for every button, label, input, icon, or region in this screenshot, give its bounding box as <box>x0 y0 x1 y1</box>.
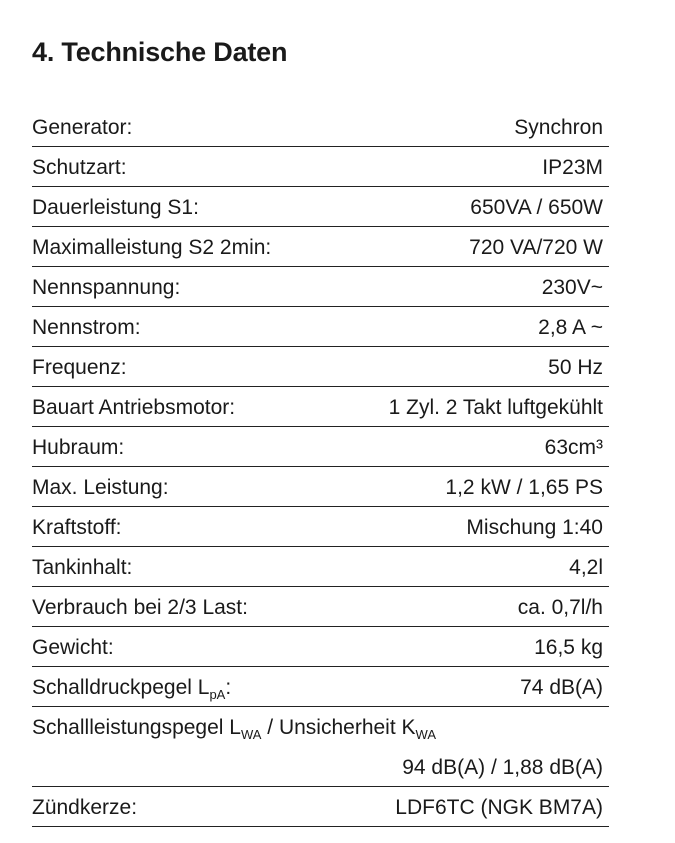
spec-value: 1 Zyl. 2 Takt luftgekühlt <box>388 395 603 419</box>
spec-row-frequency <box>32 347 609 387</box>
spec-value: Mischung 1:40 <box>466 515 603 539</box>
spec-value: 720 VA/720 W <box>469 235 603 259</box>
label-text: Schallleistungspegel L <box>32 716 241 739</box>
label-text: : <box>225 675 232 699</box>
spec-value: 1,2 kW / 1,65 PS <box>445 475 603 499</box>
spec-value: ca. 0,7l/h <box>517 595 603 619</box>
spec-value: 650VA / 650W <box>470 195 603 219</box>
spec-label <box>32 716 436 740</box>
spec-row-protection-class <box>32 147 609 187</box>
spec-label: Verbrauch bei 2/3 Last: <box>32 595 248 619</box>
spec-label: Frequenz: <box>32 355 127 379</box>
spec-value: 94 dB(A) / 1,88 dB(A) <box>402 755 603 779</box>
section-title: 4. Technische Daten <box>32 37 288 67</box>
label-subscript: WA <box>415 727 436 742</box>
spec-label: Max. Leistung: <box>32 475 169 499</box>
spec-row-consumption <box>32 587 609 627</box>
spec-label: Generator: <box>32 115 133 139</box>
spec-row-sound-power-label <box>32 707 609 747</box>
spec-row-sound-pressure <box>32 667 609 707</box>
spec-row-rated-current <box>32 307 609 347</box>
spec-value: Synchron <box>514 115 603 139</box>
spec-value: 16,5 kg <box>534 635 603 659</box>
label-text: Schalldruckpegel L <box>32 675 210 699</box>
technical-data-table <box>32 107 609 827</box>
spec-value: 2,8 A ~ <box>538 315 603 339</box>
spec-row-tank-capacity <box>32 547 609 587</box>
spec-value: 63cm³ <box>544 435 603 459</box>
spec-row-fuel <box>32 507 609 547</box>
spec-label: Bauart Antriebsmotor: <box>32 395 236 419</box>
spec-value: LDF6TC (NGK BM7A) <box>395 795 603 819</box>
spec-label: Hubraum: <box>32 435 125 459</box>
spec-row-sound-power-value <box>32 747 609 787</box>
label-subscript: WA <box>240 727 262 742</box>
spec-row-max-output <box>32 467 609 507</box>
spec-row-weight <box>32 627 609 667</box>
spec-label: Nennspannung: <box>32 275 181 299</box>
spec-value: 50 Hz <box>548 355 603 379</box>
spec-value: IP23M <box>542 155 603 179</box>
spec-label <box>32 676 231 700</box>
spec-value: 4,2l <box>569 555 603 579</box>
spec-row-generator <box>32 107 609 147</box>
spec-row-engine-type <box>32 387 609 427</box>
spec-row-spark-plug <box>32 787 609 827</box>
label-text: / Unsicherheit K <box>261 716 416 739</box>
spec-label: Zündkerze: <box>32 795 138 819</box>
spec-row-max-power-s2 <box>32 227 609 267</box>
spec-value: 74 dB(A) <box>520 675 603 699</box>
spec-row-rated-voltage <box>32 267 609 307</box>
spec-value: 230V~ <box>541 275 603 299</box>
spec-label: Kraftstoff: <box>32 515 122 539</box>
spec-label: Tankinhalt: <box>32 555 133 579</box>
spec-label: Schutzart: <box>32 155 127 179</box>
spec-label: Maximalleistung S2 2min: <box>32 235 272 259</box>
spec-label: Dauerleistung S1: <box>32 195 199 219</box>
label-subscript: pA <box>209 686 226 702</box>
spec-row-continuous-power <box>32 187 609 227</box>
spec-label: Nennstrom: <box>32 315 141 339</box>
spec-row-displacement <box>32 427 609 467</box>
spec-label: Gewicht: <box>32 635 114 659</box>
